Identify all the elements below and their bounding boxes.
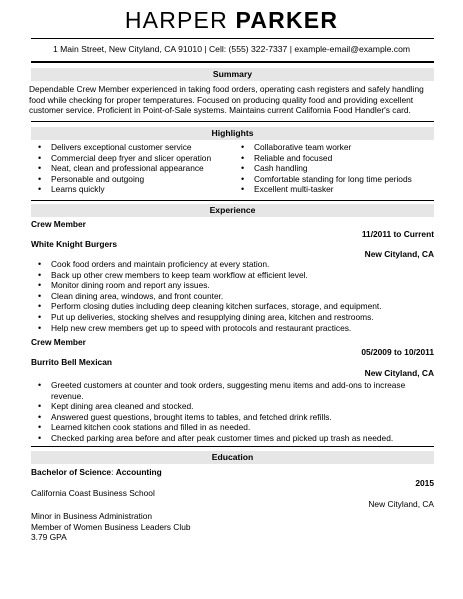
duty-item: • Learned kitchen cook stations and filled in as needed. bbox=[35, 422, 435, 433]
duty-item: • Greeted customers at counter and took orders, suggesting menu items and add-ons to increase bbox=[35, 380, 435, 391]
summary-line: food while checking for proper temperatures. Focused on producing quality food and providing excellent bbox=[29, 94, 414, 105]
duty-item-continued: revenue. bbox=[51, 390, 84, 401]
highlights-left bbox=[35, 142, 235, 195]
field: Accounting bbox=[115, 467, 162, 477]
duty-item: • Put up deliveries, stocking shelves and resupplying dining area, kitchen and restrooms. bbox=[35, 312, 435, 323]
highlights-right bbox=[238, 142, 438, 195]
highlight-item: • Comfortable standing for long time periods bbox=[238, 174, 438, 185]
job-duties bbox=[35, 380, 435, 444]
degree-line: Bachelor of Science: Accounting bbox=[31, 467, 162, 477]
job-duties bbox=[35, 259, 435, 333]
highlight-item: • Reliable and focused bbox=[238, 153, 438, 164]
highlight-item: • Commercial deep fryer and slicer operation bbox=[35, 153, 235, 164]
job-location: New Cityland, CA bbox=[364, 368, 434, 378]
summary-header: Summary bbox=[31, 68, 434, 81]
duty-item: • Monitor dining room and report any issues. bbox=[35, 280, 435, 291]
school-name: California Coast Business School bbox=[31, 488, 155, 498]
duty-item: • Cook food orders and maintain proficiency at every station. bbox=[35, 259, 435, 270]
highlights-header: Highlights bbox=[31, 127, 434, 140]
highlight-item: • Neat, clean and professional appearance bbox=[35, 163, 235, 174]
summary-line: Dependable Crew Member experienced in taking food orders, operating cash registers and safely handling bbox=[29, 84, 424, 94]
duty-item: • Kept dining area cleaned and stocked. bbox=[35, 401, 435, 412]
education-notes bbox=[31, 511, 191, 543]
job-location: New Cityland, CA bbox=[364, 249, 434, 259]
duty-item: • Clean dining area, windows, and front counter. bbox=[35, 291, 435, 302]
header-thick-divider bbox=[31, 61, 434, 63]
job-title: Crew Member bbox=[31, 337, 86, 347]
duty-item: • Help new crew members get up to speed with protocols and restaurant practices. bbox=[35, 323, 435, 334]
highlight-item: • Learns quickly bbox=[35, 184, 235, 195]
highlight-item: • Excellent multi-tasker bbox=[238, 184, 438, 195]
education-note: Member of Women Business Leaders Club bbox=[31, 521, 191, 532]
duty-item: • Back up other crew members to keep team workflow at efficient level. bbox=[35, 270, 435, 281]
candidate-name bbox=[0, 6, 463, 34]
highlight-item: • Delivers exceptional customer service bbox=[35, 142, 235, 153]
section-divider bbox=[31, 121, 434, 122]
education-note: Minor in Business Administration bbox=[31, 511, 153, 521]
job-dates: 05/2009 to 10/2011 bbox=[361, 347, 434, 357]
highlight-item: • Collaborative team worker bbox=[238, 142, 438, 153]
highlight-item: • Cash handling bbox=[238, 163, 438, 174]
education-header: Education bbox=[31, 451, 434, 464]
duty-item: • Perform closing duties including deep cleaning kitchen surfaces, storage, and equipment. bbox=[35, 301, 435, 312]
duty-item: • Checked parking area before and after peak customer times and picked up trash as needed. bbox=[35, 433, 435, 444]
job-dates: 11/2011 to Current bbox=[361, 229, 434, 239]
header-divider bbox=[31, 38, 434, 39]
education-year: 2015 bbox=[415, 478, 434, 488]
highlight-item: • Personable and outgoing bbox=[35, 174, 235, 185]
experience-header: Experience bbox=[31, 204, 434, 217]
summary-line: customer service. Proficient in Point-of-Sale systems. Maintains current California Food Handler's card. bbox=[29, 105, 411, 116]
summary-text bbox=[29, 84, 439, 116]
job-company: White Knight Burgers bbox=[31, 239, 118, 249]
section-divider bbox=[31, 200, 434, 201]
education-note: 3.79 GPA bbox=[31, 532, 67, 543]
contact-line: 1 Main Street, New Cityland, CA 91010 | Cell: (555) 322-7337 | example-email@example.com bbox=[52, 44, 411, 54]
duty-item: • Answered guest questions, brought items to tables, and fetched drink refills. bbox=[35, 412, 435, 423]
job-company: Burrito Bell Mexican bbox=[31, 357, 112, 367]
job-title: Crew Member bbox=[31, 219, 86, 229]
school-location: New Cityland, CA bbox=[368, 499, 434, 509]
section-divider bbox=[31, 446, 434, 447]
last-name: PARKER bbox=[235, 7, 339, 33]
first-name: HARPER bbox=[124, 7, 228, 33]
degree: Bachelor of Science bbox=[31, 467, 112, 477]
